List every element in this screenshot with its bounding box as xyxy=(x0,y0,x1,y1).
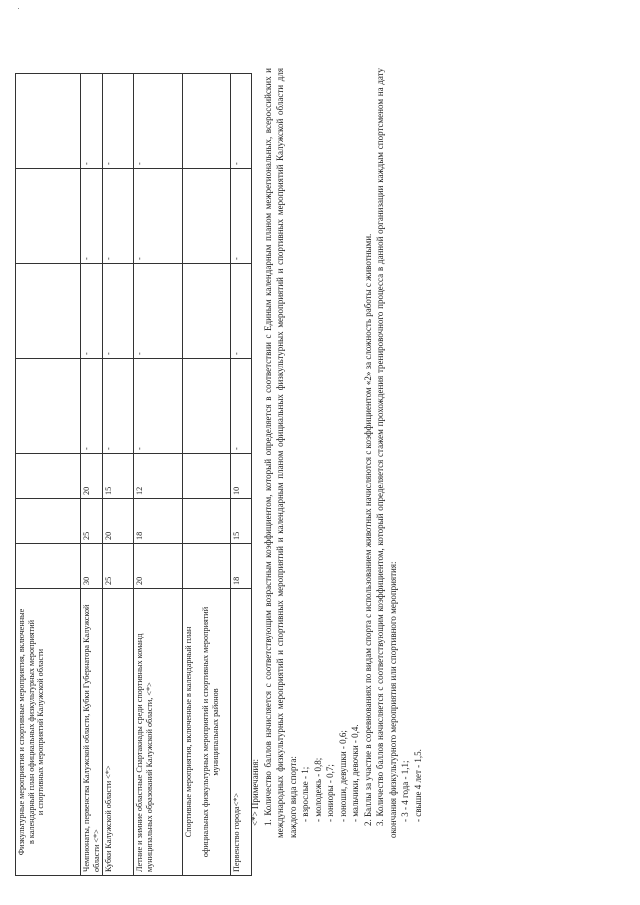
note-paragraph-1: 1. Количество баллов начисляется с соответствующим возрастным коэффициентом, который определяется в соответствии с Единым календарным планом межрегиональных, всероссийских и международных физкультурных мероприятий и спортивных мероприятий и календарным планом официальных физкультурных мероприятий и спортивных мероприятий Калужской области для каждого вида спорта: xyxy=(262,68,298,838)
stage-item: - свыше 4 лет - 1,5. xyxy=(412,749,423,822)
points-cell: 15 xyxy=(103,454,134,499)
points-cell: - xyxy=(231,264,252,359)
points-cell: - xyxy=(231,169,252,264)
points-cell: 20 xyxy=(103,499,134,544)
table-row xyxy=(103,74,134,876)
empty-cell xyxy=(16,74,81,169)
note-paragraph-3: 3. Количество баллов начисляется с соответствующим коэффициентом, который определяется стажем прохождения тренировочного процесса в данной организации каждым спортсменом на дату окончания физкультурного мероприятия или спортивного мероприятия: xyxy=(375,68,398,838)
empty-cell xyxy=(16,264,81,359)
coefficient-item: - юниоры - 0,7; xyxy=(325,764,335,822)
empty-cell xyxy=(16,454,81,499)
points-cell: - xyxy=(103,264,134,359)
points-cell: 20 xyxy=(81,454,103,499)
points-cell: - xyxy=(134,359,183,454)
points-cell: - xyxy=(231,74,252,169)
coefficient-item: - мальчики, девочки - 0,4. xyxy=(350,724,360,822)
section1-header-line: в календарный план официальных физкультурных мероприятий xyxy=(26,619,36,845)
points-cell: 10 xyxy=(231,454,252,499)
stage-item: - 3 - 4 года - 1,1; xyxy=(400,760,410,822)
coefficient-item: - юноши, девушки - 0,6; xyxy=(337,730,348,822)
empty-cell xyxy=(183,544,231,589)
points-cell: 30 xyxy=(81,544,103,589)
points-cell: 18 xyxy=(134,499,183,544)
coefficient-item: - взрослые - 1; xyxy=(300,766,310,822)
section1-header-row xyxy=(16,74,81,876)
points-cell: - xyxy=(103,74,134,169)
event-name: Кубки Калужской области <*> xyxy=(103,589,134,876)
points-cell: 25 xyxy=(103,544,134,589)
points-cell: 12 xyxy=(134,454,183,499)
notes-title: <*> Примечания: xyxy=(250,759,260,826)
points-cell: - xyxy=(81,359,103,454)
note-paragraph-2: 2. Баллы за участие в соревнованиях по видам спорта с использованием животных начисляются с коэффициентом «2» за сложность работы с животными. xyxy=(362,233,373,826)
points-cell: - xyxy=(134,169,183,264)
empty-cell xyxy=(16,499,81,544)
section1-header-line: Физкультурные мероприятия и спортивные мероприятия, включенные xyxy=(17,608,26,856)
points-cell: 20 xyxy=(134,544,183,589)
table-row xyxy=(134,74,183,876)
points-cell: - xyxy=(103,169,134,264)
section2-header-line: Спортивные мероприятия, включенные в календарный план xyxy=(184,626,194,838)
empty-cell xyxy=(183,359,231,454)
empty-cell xyxy=(183,169,231,264)
empty-cell xyxy=(183,499,231,544)
empty-cell xyxy=(183,454,231,499)
points-cell: - xyxy=(231,359,252,454)
empty-cell xyxy=(183,74,231,169)
empty-cell xyxy=(183,264,231,359)
points-cell: - xyxy=(81,74,103,169)
event-name: Первенство города<*> xyxy=(231,589,252,876)
empty-cell xyxy=(16,359,81,454)
section2-header-cell xyxy=(183,589,231,876)
points-cell: - xyxy=(81,169,103,264)
notes-block xyxy=(249,68,424,838)
section1-header-cell xyxy=(16,589,81,876)
points-cell: - xyxy=(134,264,183,359)
section2-header-line: официальных физкультурных мероприятий и спортивных мероприятий муниципальных районов xyxy=(201,606,220,858)
points-cell: - xyxy=(81,264,103,359)
event-name: Летние и зимние областные Спартакиады среди спортивных команд муниципальных образований Калужской области, <*> xyxy=(134,589,183,876)
points-cell: - xyxy=(134,74,183,169)
points-cell: 25 xyxy=(81,499,103,544)
points-cell: 15 xyxy=(231,499,252,544)
table-row xyxy=(81,74,103,876)
points-table xyxy=(15,73,252,876)
points-cell: - xyxy=(103,359,134,454)
empty-cell xyxy=(16,544,81,589)
coefficient-item: - молодежь - 0,8; xyxy=(312,757,323,822)
event-name: Чемпионаты, первенства Калужской области, Кубки Губернатора Калужской области <*> xyxy=(81,589,103,876)
empty-cell xyxy=(16,169,81,264)
section2-header-row xyxy=(183,74,231,876)
section1-header-line: и спортивных мероприятий Калужской области xyxy=(36,648,46,816)
points-cell: 18 xyxy=(231,544,252,589)
